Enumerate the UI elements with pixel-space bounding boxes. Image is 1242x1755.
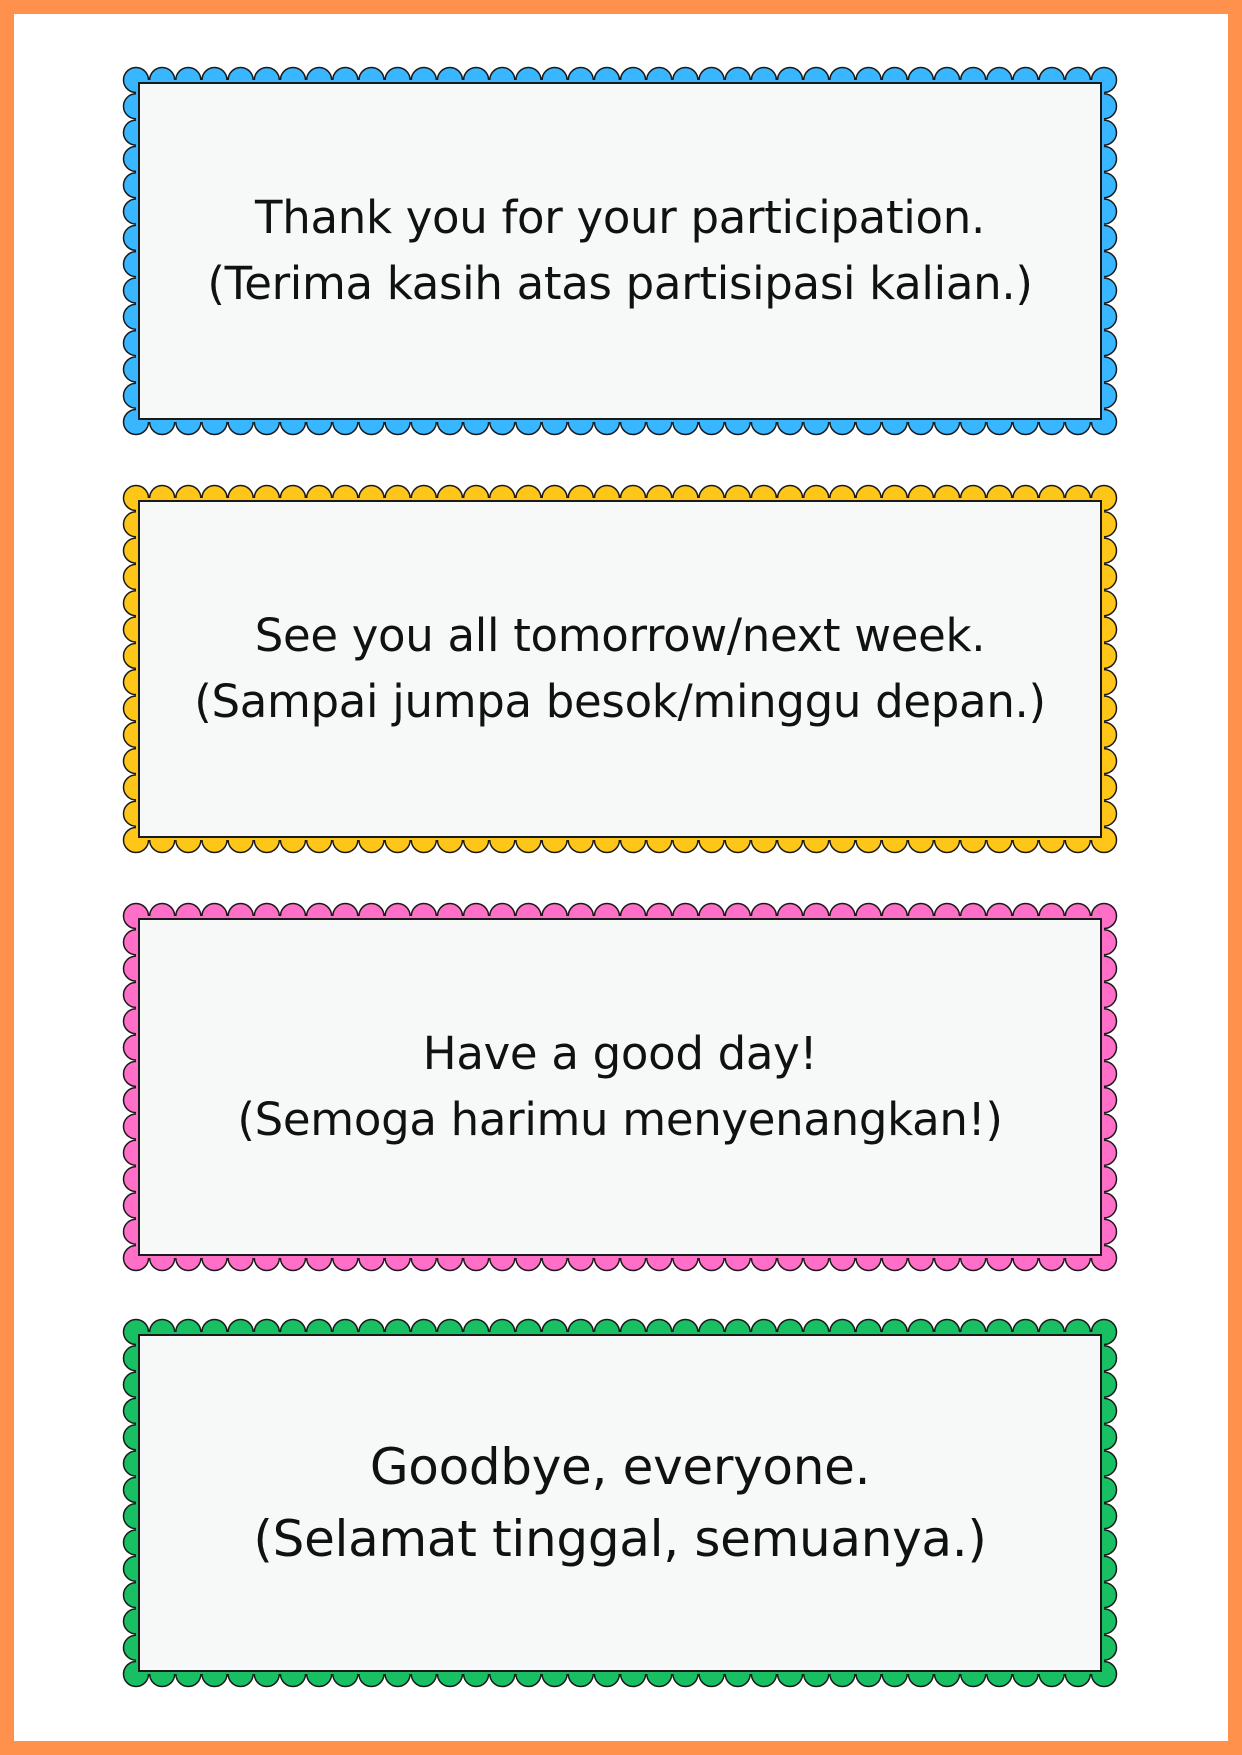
- english-phrase: See you all tomorrow/next week.: [254, 609, 986, 662]
- phrase-card-participation: [124, 68, 1116, 434]
- indonesian-translation: (Terima kasih atas partisipasi kalian.): [207, 257, 1033, 310]
- phrase-card-see-you: [124, 486, 1116, 852]
- english-phrase: Goodbye, everyone.: [369, 1438, 871, 1496]
- card-content: [138, 1334, 1102, 1672]
- phrase-card-good-day: [124, 904, 1116, 1270]
- card-content: [138, 918, 1102, 1256]
- indonesian-translation: (Selamat tinggal, semuanya.): [253, 1510, 987, 1568]
- english-phrase: Thank you for your participation.: [255, 191, 985, 244]
- indonesian-translation: (Sampai jumpa besok/minggu depan.): [194, 675, 1046, 728]
- card-content: [138, 500, 1102, 838]
- card-content: [138, 82, 1102, 420]
- phrase-card-goodbye: [124, 1320, 1116, 1686]
- english-phrase: Have a good day!: [422, 1027, 818, 1080]
- indonesian-translation: (Semoga harimu menyenangkan!): [237, 1093, 1003, 1146]
